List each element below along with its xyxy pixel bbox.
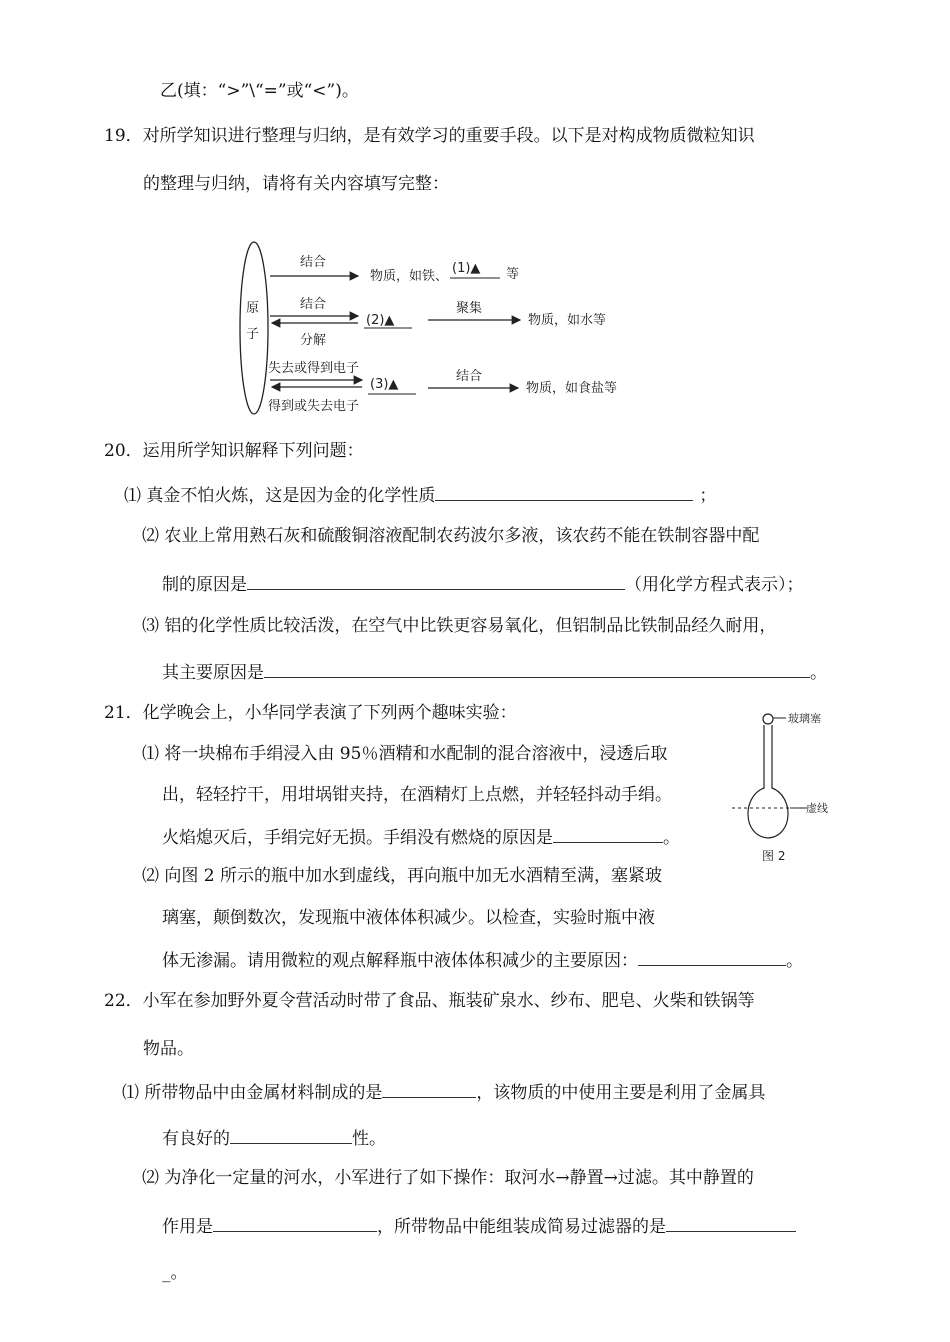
q22-line1: [104, 990, 755, 1012]
q22-p1-line1: [122, 1080, 765, 1104]
q20-p2-answer-blank[interactable]: [247, 572, 625, 590]
q19-text-1: 对所学知识进行整理与归纳，是有效学习的重要手段。以下是对构成物质微粒知识: [142, 126, 755, 146]
q22-p1-line2: [162, 1126, 386, 1150]
q20-number: 20．: [104, 441, 143, 461]
q20-p1-end: ；: [699, 486, 717, 506]
blank-1-label: (1)▲: [452, 261, 481, 276]
particle-diagram: [230, 238, 630, 420]
q19-line2: 的整理与归纳，请将有关内容填写完整：: [143, 174, 449, 194]
q20-p3-answer-blank[interactable]: [264, 660, 810, 678]
q20-p1: [124, 483, 716, 507]
figure-2-flask: [728, 708, 860, 866]
q22-p1-answer-blank-1[interactable]: [382, 1080, 476, 1098]
flask-stopper: [763, 714, 773, 724]
q20-p3-end: 。: [810, 663, 827, 683]
combine-label-2: 结合: [300, 297, 327, 312]
q22-p2-line3: _。: [162, 1263, 188, 1283]
q21-p1-prefix: 火焰熄灭后，手绢完好无损。手绢没有燃烧的原因是: [162, 828, 553, 848]
q22-p1-middle: ，该物质的中使用主要是利用了金属具: [476, 1083, 766, 1103]
q21-p1-line2: 出，轻轻拧干，用坩埚钳夹持，在酒精灯上点燃，并轻轻抖动手绢。: [162, 785, 672, 805]
q19-line1: [104, 125, 755, 147]
blank-3-label: (3)▲: [370, 377, 399, 392]
flask-neck-and-bulb: [748, 725, 788, 838]
q21-p1-line1: ⑴ 将一块棉布手绢浸入由 95％酒精和水配制的混合溶液中，浸透后取: [142, 744, 668, 764]
q22-text-1: 小军在参加野外夏令营活动时带了食品、瓶装矿泉水、纱布、肥皂、火柴和铁锅等: [142, 991, 755, 1011]
q21-title: 化学晚会上，小华同学表演了下列两个趣味实验：: [142, 703, 517, 723]
q21-p1-end: 。: [663, 828, 680, 848]
product-label-3: 物质，如食盐等: [526, 381, 618, 396]
figure-caption: 图 2: [762, 849, 786, 863]
q21-title-line: [104, 702, 517, 724]
gain-lose-label: 得到或失去电子: [268, 399, 360, 414]
q20-p3-prefix: 其主要原因是: [162, 663, 264, 683]
stopper-label: 玻璃塞: [788, 712, 821, 725]
atom-label-2: 子: [246, 327, 260, 342]
q20-p1-text: ⑴ 真金不怕火炼，这是因为金的化学性质: [124, 486, 436, 506]
q20-title-line: [104, 440, 364, 462]
combine-label-3: 结合: [456, 369, 483, 384]
lose-gain-label: 失去或得到电子: [268, 361, 360, 376]
q22-p1-prefix-2: 有良好的: [162, 1129, 230, 1149]
q20-p1-answer-blank[interactable]: [435, 483, 693, 501]
q21-p2-line1: ⑵ 向图 2 所示的瓶中加水到虚线，再向瓶中加无水酒精至满，塞紧玻: [142, 866, 663, 886]
q21-p2-line3: [162, 948, 803, 972]
q21-p1-answer-blank[interactable]: [553, 825, 663, 843]
q22-p2-middle: ，所带物品中能组装成简易过滤器的是: [377, 1217, 666, 1237]
q22-p2-prefix: 作用是: [162, 1217, 213, 1237]
q20-p3-line1: ⑶ 铝的化学性质比较活泼，在空气中比铁更容易氧化，但铝制品比铁制品经久耐用，: [142, 616, 777, 636]
q19-number: 19．: [104, 126, 143, 146]
q22-p1-end: 性。: [352, 1129, 386, 1149]
blank-2-label: (2)▲: [366, 313, 395, 328]
decompose-label: 分解: [300, 333, 327, 348]
q20-p2-prefix: 制的原因是: [162, 575, 247, 595]
q21-p2-line2: 璃塞，颠倒数次，发现瓶中液体体积减少。以检查，实验时瓶中液: [162, 908, 655, 928]
q22-number: 22．: [104, 991, 143, 1011]
q22-p2-answer-blank-2[interactable]: [666, 1214, 796, 1232]
q20-p2-line1: ⑵ 农业上常用熟石灰和硫酸铜溶液配制农药波尔多液，该农药不能在铁制容器中配: [142, 526, 760, 546]
q21-p2-answer-blank[interactable]: [638, 948, 786, 966]
q22-p1-answer-blank-2[interactable]: [230, 1126, 352, 1144]
q22-p2-line1: ⑵ 为净化一定量的河水，小军进行了如下操作：取河水→静置→过滤。其中静置的: [142, 1168, 754, 1188]
q22-p2-line2: [162, 1214, 796, 1238]
q20-p2-suffix: （用化学方程式表示）；: [625, 575, 804, 595]
q22-line2: 物品。: [143, 1039, 194, 1059]
combine-label-1: 结合: [300, 255, 327, 270]
prev-question-tail: 乙(填：“>”\“=”或“<”)。: [160, 81, 359, 101]
q21-p2-prefix: 体无渗漏。请用微粒的观点解释瓶中液体体积减少的主要原因：: [162, 951, 638, 971]
q21-number: 21．: [104, 703, 143, 723]
q22-p1-prefix: ⑴ 所带物品中由金属材料制成的是: [122, 1083, 383, 1103]
q21-p1-line3: [162, 825, 680, 849]
q20-title: 运用所学知识解释下列问题：: [142, 441, 364, 461]
q21-p2-end: 。: [786, 951, 803, 971]
q20-p3-line2: [162, 660, 827, 684]
product-label-1: 物质，如铁、: [370, 269, 449, 284]
q22-p2-answer-blank-1[interactable]: [213, 1214, 377, 1232]
q20-p2-line2: [162, 572, 804, 596]
etc-label-1: 等: [506, 267, 520, 282]
atom-label-1: 原: [246, 301, 260, 316]
dashed-line-label: 虚线: [806, 802, 828, 815]
product-label-2: 物质，如水等: [528, 313, 607, 328]
gather-label: 聚集: [456, 301, 483, 316]
